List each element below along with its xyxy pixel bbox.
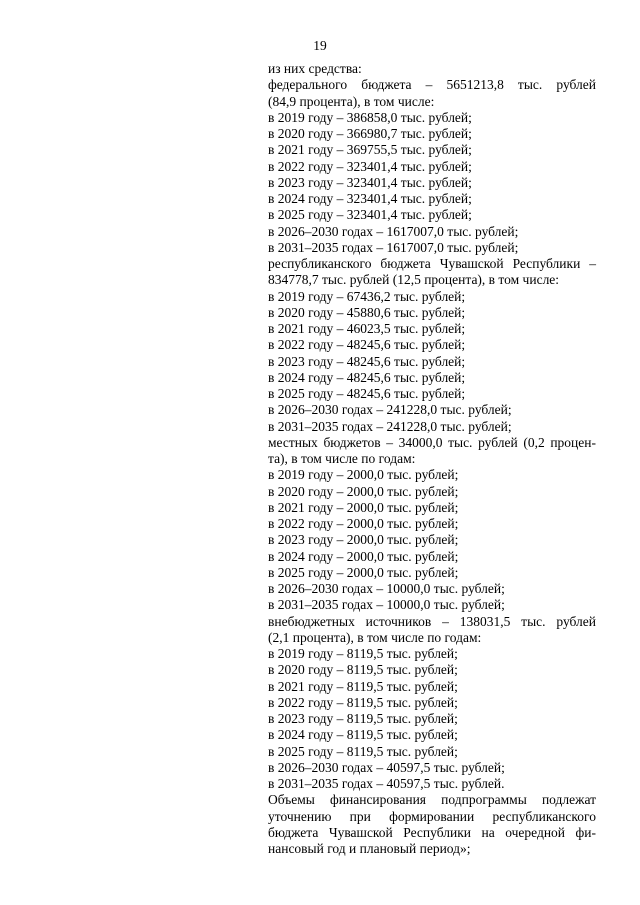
text-line: федерального бюджета – 5651213,8 тыс. рублей	[268, 77, 596, 93]
text-line: в 2021 году – 8119,5 тыс. рублей;	[268, 678, 458, 694]
text-line: в 2026–2030 годах – 241228,0 тыс. рублей;	[268, 402, 512, 418]
text-line: в 2025 году – 48245,6 тыс. рублей;	[268, 386, 466, 401]
text-line: уточнению при формировании республиканского	[268, 808, 596, 824]
text-line: в 2021 году – 2000,0 тыс. рублей;	[268, 499, 459, 515]
text-line: в 2024 году – 8119,5 тыс. рублей;	[268, 727, 458, 743]
text-line: в 2024 году – 48245,6 тыс. рублей;	[268, 369, 466, 385]
text-line: в 2024 году – 2000,0 тыс. рублей;	[268, 548, 459, 564]
text-line: республиканского бюджета Чувашской Республики –	[268, 256, 596, 271]
text-line: в 2022 году – 323401,4 тыс. рублей;	[268, 158, 472, 174]
text-line: в 2023 году – 323401,4 тыс. рублей;	[268, 174, 472, 190]
text-line: в 2022 году – 2000,0 тыс. рублей;	[268, 516, 459, 531]
text-line: в 2019 году – 8119,5 тыс. рублей;	[268, 646, 458, 661]
text-line: в 2025 году – 2000,0 тыс. рублей;	[268, 564, 459, 580]
text-line: (2,1 процента), в том числе по годам:	[268, 629, 482, 645]
text-line: в 2031–2035 годах – 10000,0 тыс. рублей;	[268, 597, 505, 613]
text-line: в 2031–2035 годах – 1617007,0 тыс. рублей;	[268, 239, 519, 255]
text-line: Объемы финансирования подпрограммы подлежат	[268, 792, 596, 808]
text-line: внебюджетных источников – 138031,5 тыс. рублей	[268, 613, 596, 629]
text-line: в 2022 году – 48245,6 тыс. рублей;	[268, 337, 466, 353]
text-line: в 2020 году – 2000,0 тыс. рублей;	[268, 483, 459, 499]
text-line: в 2019 году – 67436,2 тыс. рублей;	[268, 288, 466, 304]
text-line: 834778,7 тыс. рублей (12,5 процента), в том числе:	[268, 272, 560, 288]
text-line: в 2031–2035 годах – 40597,5 тыс. рублей.	[268, 776, 505, 791]
text-line: в 2026–2030 годах – 1617007,0 тыс. рублей;	[268, 223, 519, 239]
text-line: в 2019 году – 386858,0 тыс. рублей;	[268, 109, 472, 125]
text-line: в 2019 году – 2000,0 тыс. рублей;	[268, 467, 459, 483]
text-line: в 2025 году – 323401,4 тыс. рублей;	[268, 207, 472, 223]
text-line: в 2026–2030 годах – 40597,5 тыс. рублей;	[268, 759, 505, 775]
text-line: нансовый год и плановый период»;	[268, 841, 471, 856]
text-line: бюджета Чувашской Республики на очередной фи-	[268, 824, 596, 840]
text-line: в 2031–2035 годах – 241228,0 тыс. рублей;	[268, 418, 512, 434]
text-line: в 2023 году – 48245,6 тыс. рублей;	[268, 353, 466, 369]
text-line: в 2020 году – 366980,7 тыс. рублей;	[268, 126, 472, 141]
page-number: 19	[313, 38, 327, 53]
text-line: в 2022 году – 8119,5 тыс. рублей;	[268, 694, 458, 710]
text-line: в 2026–2030 годах – 10000,0 тыс. рублей;	[268, 581, 505, 596]
text-line: местных бюджетов – 34000,0 тыс. рублей (0,2 процен-	[268, 434, 596, 450]
text-line: в 2023 году – 2000,0 тыс. рублей;	[268, 532, 459, 548]
text-line: в 2025 году – 8119,5 тыс. рублей;	[268, 743, 458, 759]
text-line: в 2021 году – 46023,5 тыс. рублей;	[268, 321, 466, 336]
text-line: в 2024 году – 323401,4 тыс. рублей;	[268, 191, 472, 206]
text-line: (84,9 процента), в том числе:	[268, 93, 435, 109]
document-body	[268, 61, 596, 857]
text-line: та), в том числе по годам:	[268, 451, 416, 466]
text-line: в 2021 году – 369755,5 тыс. рублей;	[268, 142, 472, 158]
text-line: в 2023 году – 8119,5 тыс. рублей;	[268, 711, 458, 726]
text-line: в 2020 году – 8119,5 тыс. рублей;	[268, 662, 458, 678]
text-line: из них средства:	[268, 61, 362, 76]
text-line: в 2020 году – 45880,6 тыс. рублей;	[268, 304, 466, 320]
